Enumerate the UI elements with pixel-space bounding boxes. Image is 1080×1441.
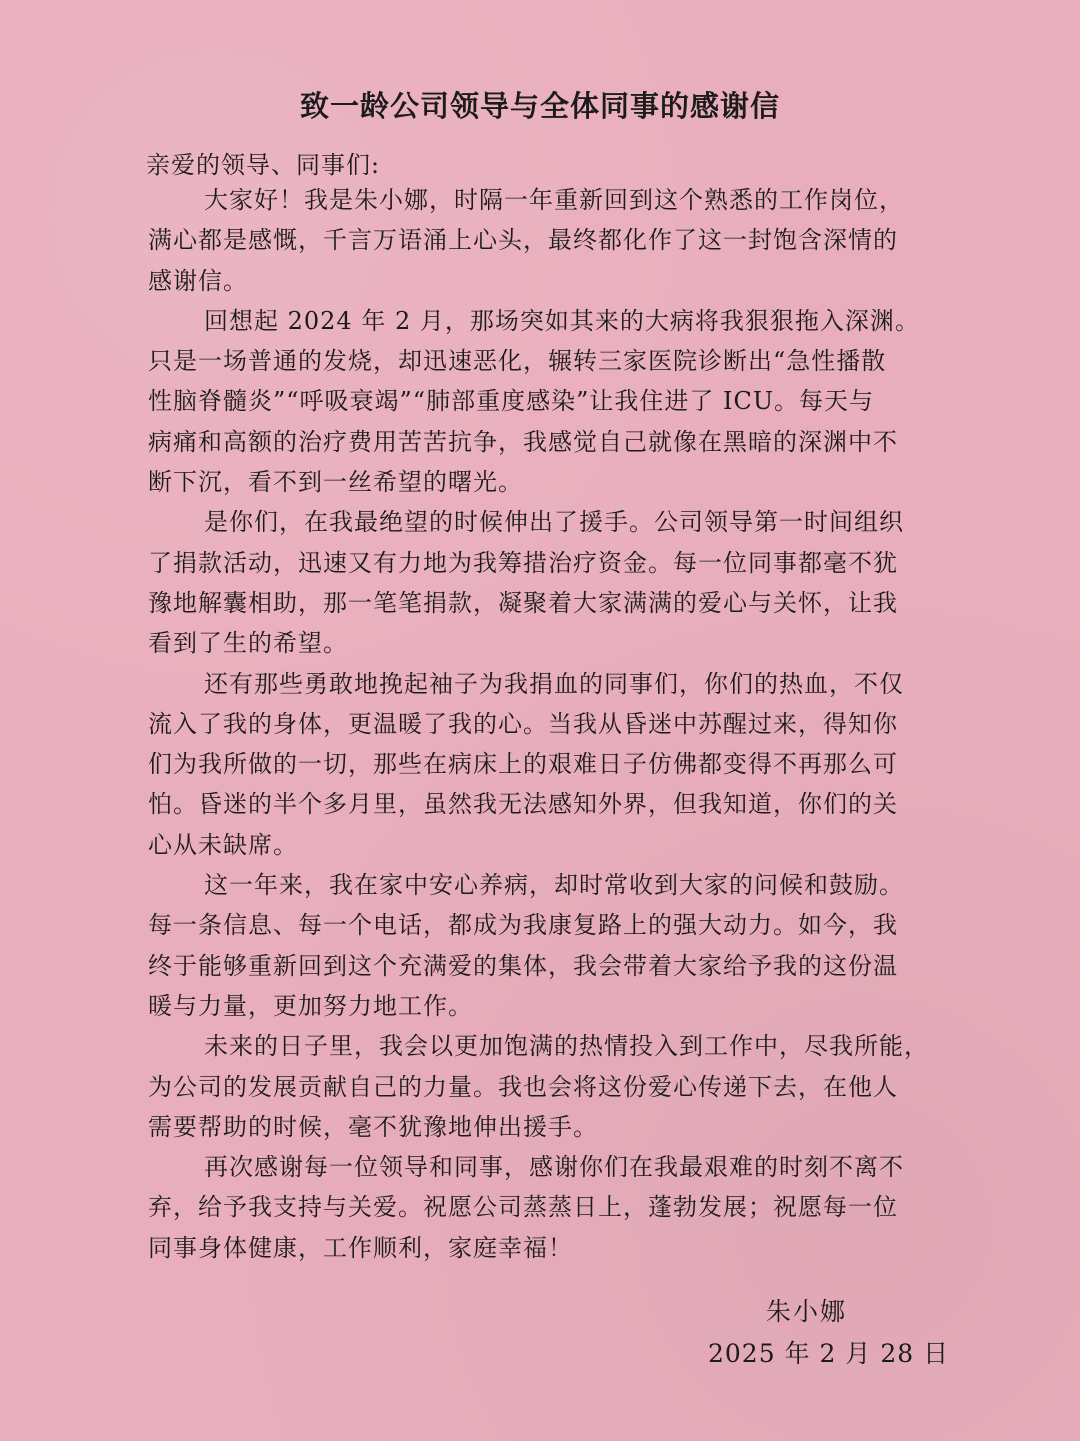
paragraph-line: 弃，给予我支持与关爱。祝愿公司蒸蒸日上，蓬勃发展；祝愿每一位 [148,1193,898,1222]
paragraph-line: 为公司的发展贡献自己的力量。我也会将这份爱心传递下去，在他人 [148,1072,898,1101]
paragraph-line: 只是一场普通的发烧，却迅速恶化，辗转三家医院诊断出“急性播散 [148,347,887,376]
paragraph-line: 还有那些勇敢地挽起袖子为我捐血的同事们，你们的热血，不仅 [204,669,904,698]
paragraph-recovery [148,865,968,1026]
paragraph-line: 们为我所做的一切，那些在病床上的艰难日子仿佛都变得不再那么可 [148,750,898,779]
paragraph-line: 满心都是感慨，千言万语涌上心头，最终都化作了这一封饱含深情的 [148,226,898,255]
paragraph-line: 流入了我的身体，更温暖了我的心。当我从昏迷中苏醒过来，得知你 [148,709,898,738]
paragraph-line: 病痛和高额的治疗费用苦苦抗争，我感觉自己就像在黑暗的深渊中不 [148,427,898,456]
salutation: 亲爱的领导、同事们: [146,151,381,179]
paragraph-line: 再次感谢每一位领导和同事，感谢你们在我最艰难的时刻不离不 [204,1153,904,1182]
paragraph-line: 这一年来，我在家中安心养病，却时常收到大家的问候和鼓励。 [204,871,904,900]
paragraph-donations [148,502,968,663]
signature-date: 2025 年 2 月 28 日 [708,1339,950,1368]
paragraph-line: 了捐款活动，迅速又有力地为我筹措治疗资金。每一位同事都毫不犹 [148,548,898,577]
paragraph-line: 每一条信息、每一个电话，都成为我康复路上的强大动力。如今，我 [148,911,898,940]
paragraph-illness [148,301,968,502]
paragraph-line: 性脑脊髓炎”“呼吸衰竭”“肺部重度感染”让我住进了 ICU。每天与 [148,387,875,416]
paragraph-line: 大家好！我是朱小娜，时隔一年重新回到这个熟悉的工作岗位， [204,186,904,214]
paragraph-line: 看到了生的希望。 [148,629,348,658]
paragraph-blood-donation [148,664,968,865]
paragraph-line: 断下沉，看不到一丝希望的曙光。 [148,468,523,497]
paragraph-line: 同事身体健康，工作顺利，家庭幸福！ [148,1233,573,1262]
paragraph-future [148,1026,968,1147]
paragraph-line: 暖与力量，更加努力地工作。 [148,991,473,1020]
letter-body [148,180,968,1268]
paragraph-line: 终于能够重新回到这个充满爱的集体，我会带着大家给予我的这份温 [148,951,898,980]
paragraph-line: 心从未缺席。 [148,830,298,859]
paragraph-line: 怕。昏迷的半个多月里，虽然我无法感知外界，但我知道，你们的关 [148,790,898,819]
paragraph-line: 需要帮助的时候，毫不犹豫地伸出援手。 [148,1112,598,1141]
paragraph-line: 未来的日子里，我会以更加饱满的热情投入到工作中，尽我所能， [204,1032,929,1061]
paragraph-line: 是你们，在我最绝望的时候伸出了援手。公司领导第一时间组织 [204,508,904,537]
paragraph-line: 回想起 2024 年 2 月，那场突如其来的大病将我狠狠拖入深渊。 [204,306,920,335]
paragraph-line: 豫地解囊相助，那一笔笔捐款，凝聚着大家满满的爱心与关怀，让我 [148,588,898,617]
letter-title: 致一龄公司领导与全体同事的感谢信 [299,89,780,123]
paragraph-closing [148,1147,968,1268]
paragraph-greeting [148,180,968,301]
signature-name: 朱小娜 [766,1297,848,1326]
paragraph-line: 感谢信。 [148,266,248,295]
